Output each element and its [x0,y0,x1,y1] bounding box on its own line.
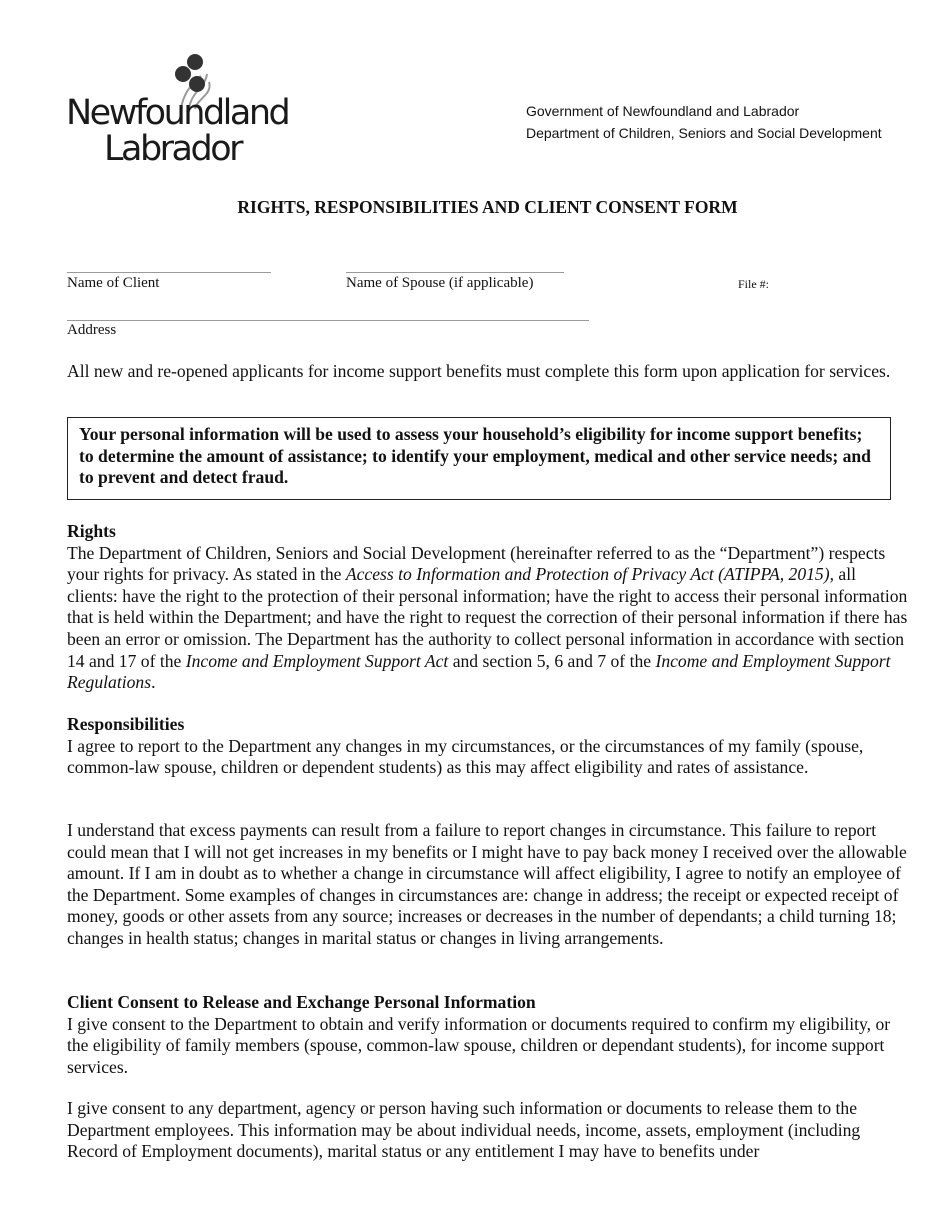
address-field[interactable] [67,320,589,321]
form-title: RIGHTS, RESPONSIBILITIES AND CLIENT CONSENT FORM [237,197,738,217]
responsibilities-heading: Responsibilities [67,714,185,734]
consent-section [67,992,909,1078]
logo-word-labrador: Labrador [104,129,242,169]
rights-text: The Department of Children, Seniors and Social Development (hereinafter referred to as the “Department”) respects your rights for privacy. As stated in the [67,542,886,585]
client-name-field[interactable] [67,272,271,273]
responsibilities-section [67,714,909,779]
responsibilities-paragraph-1: I agree to report to the Department any changes in my circumstances, or the circumstances of my family (spouse, common-law spouse, children or dependent students) as this may affect eligibility and rates of assistance. [67,735,864,778]
client-name-label: Name of Client [67,275,160,291]
file-number-label: File #: [738,277,770,291]
rights-text: . [151,672,156,693]
org-name: Government of Newfoundland and Labrador [526,103,800,119]
rights-text: all clients: have the right to the protection of their personal information; have the right to access their personal information that is held within the Department; and have the right to request the correction of their personal information if there has been an error or omission. The Department has the authority to collect personal information in accordance with section 14 and 17 of the [67,564,908,671]
spouse-name-field[interactable] [346,272,564,273]
spouse-name-label: Name of Spouse (if applicable) [346,275,534,291]
consent-paragraph-1: I give consent to the Department to obtain and verify information or documents required to confirm my eligibility, or the eligibility of family members (spouse, common-law spouse, children or dependant students), for income support services. [67,1013,891,1077]
atippa-citation: Access to Information and Protection of Privacy Act (ATIPPA, 2015), [345,564,834,585]
rights-heading: Rights [67,521,116,541]
responsibilities-paragraph-2: I understand that excess payments can result from a failure to report changes in circumstance. This failure to report could mean that I will not get increases in my benefits or I might have to pay back money I received over the allowable amount. If I am in doubt as to whether a change in circumstance will affect eligibility, I agree to notify an employee of the Department. Some examples of changes in circumstances are: change in address; the receipt or expected receipt of money, goods or other assets from any source; increases or decreases in the number of dependants; a child turning 18; changes in health status; changes in marital status or changes in living arrangements. [67,820,907,948]
intro-paragraph: All new and re-opened applicants for income support benefits must complete this form upon application for services. [67,361,891,381]
department-name: Department of Children, Seniors and Social Development [526,125,882,141]
regulations-citation: Income and Employment Support Regulations [67,650,891,693]
rights-section [67,521,909,694]
nl-government-logo [66,54,296,169]
rights-text: and section 5, 6 and 7 of the [448,650,656,671]
logo-word-newfoundland: Newfoundland [66,93,289,133]
consent-heading: Client Consent to Release and Exchange Personal Information [67,992,536,1012]
consent-paragraph-2: I give consent to any department, agency or person having such information or documents to release them to the Department employees. This information may be about individual needs, income, assets, employment (including Record of Employment documents), marital status or any entitlement I may have to benefits under [67,1098,861,1162]
act-citation: Income and Employment Support Act [185,650,449,671]
privacy-notice-box: Your personal information will be used to assess your household’s eligibility for income support benefits; to determine the amount of assistance; to identify your employment, medical and other service needs; and to prevent and detect fraud. [67,417,891,500]
address-label: Address [67,322,117,338]
